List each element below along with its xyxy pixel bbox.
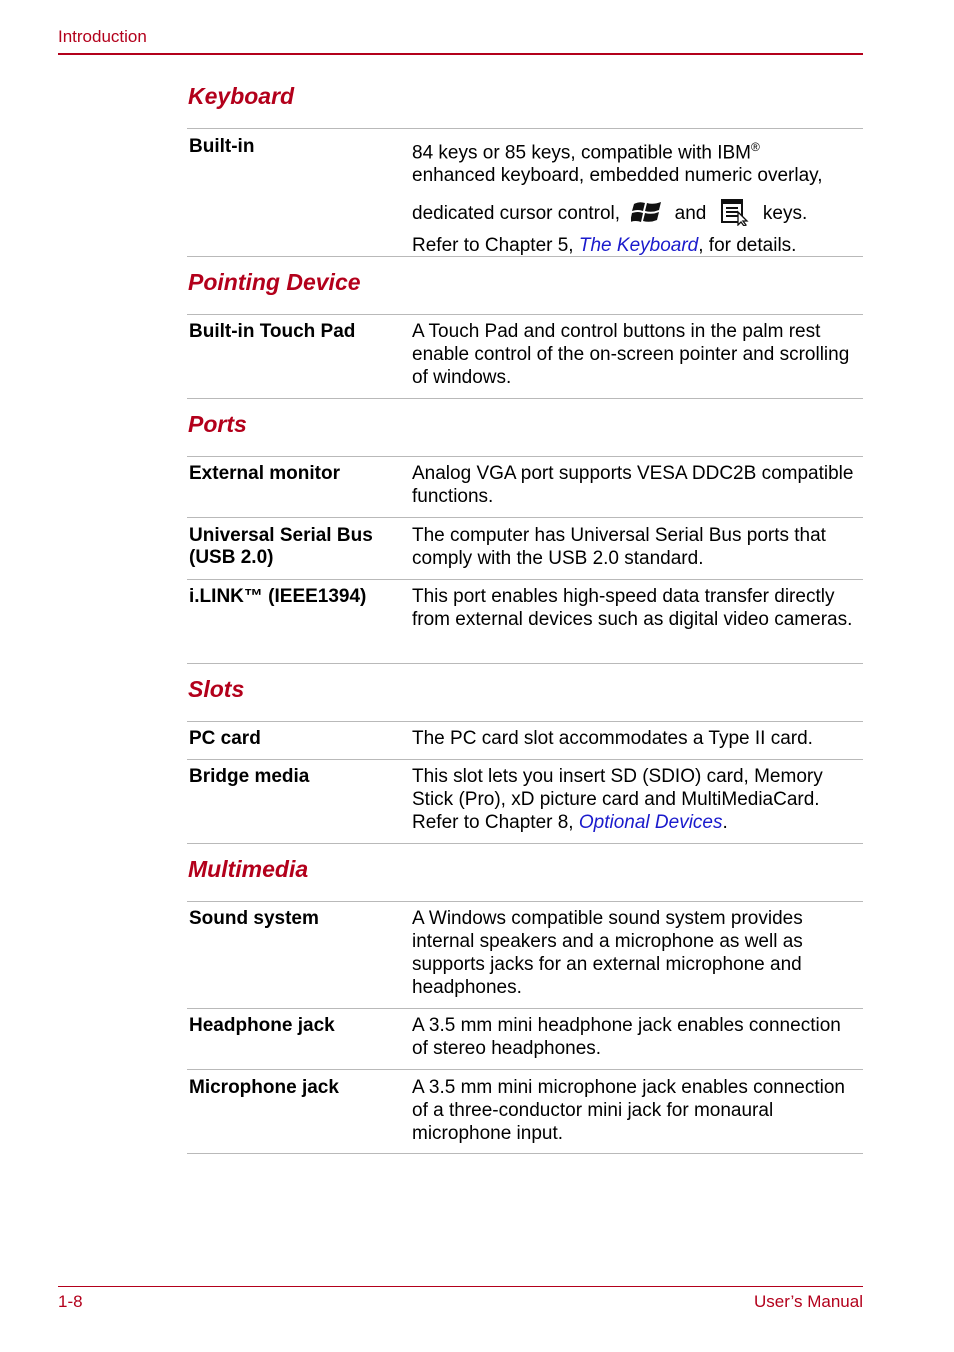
desc-bridge-media (412, 765, 860, 834)
section-title-ports: Ports (188, 411, 247, 437)
desc-line: 84 keys or 85 keys, compatible with IBM (412, 142, 751, 164)
table-rule (187, 398, 863, 399)
term-external-monitor: External monitor (189, 463, 340, 484)
windows-key-icon (631, 198, 663, 232)
table-rule (187, 843, 863, 844)
desc-line: dedicated cursor control, (412, 203, 621, 225)
desc-line: enhanced keyboard, embedded numeric overlay, (412, 165, 823, 187)
table-rule (187, 314, 863, 315)
desc-external-monitor: Analog VGA port supports VESA DDC2B compatible functions. (412, 463, 854, 507)
section-title-pointing-device: Pointing Device (188, 269, 361, 295)
section-title-keyboard: Keyboard (188, 83, 295, 109)
desc-pc-card: The PC card slot accommodates a Type II card. (412, 728, 813, 749)
table-rule (187, 1153, 863, 1154)
term-headphone-jack: Headphone jack (189, 1015, 335, 1036)
running-header: Introduction (58, 27, 147, 46)
term-built-in: Built-in (189, 136, 255, 157)
table-rule (187, 579, 863, 580)
table-rule (187, 1069, 863, 1070)
desc-line: keys. (762, 203, 808, 225)
table-rule (187, 721, 863, 722)
table-rule (187, 901, 863, 902)
desc-line: and (674, 203, 707, 225)
registered-mark: ® (750, 140, 760, 154)
table-rule (187, 456, 863, 457)
ref-text: , for details. (698, 235, 797, 257)
desc-headphone-jack: A 3.5 mm mini headphone jack enables connection of stereo headphones. (412, 1015, 841, 1059)
term-ilink: i.LINK™ (IEEE1394) (189, 586, 367, 607)
term-pc-card: PC card (189, 728, 261, 749)
ref-text: . (722, 812, 728, 833)
table-rule (187, 256, 863, 257)
header-rule (58, 53, 863, 55)
table-rule (187, 759, 863, 760)
application-key-icon (720, 198, 750, 232)
ref-text: Refer to Chapter 5, (412, 235, 579, 257)
footer-rule (58, 1286, 863, 1287)
ref-text: Refer to Chapter 8, (412, 812, 579, 833)
desc-touch-pad: A Touch Pad and control buttons in the palm rest enable control of the on-screen pointer and scrolling of windows. (412, 321, 850, 388)
link-optional-devices[interactable]: Optional Devices (578, 812, 723, 833)
table-rule (187, 517, 863, 518)
table-rule (187, 1008, 863, 1009)
manual-title: User’s Manual (754, 1292, 863, 1311)
term-sound-system: Sound system (189, 908, 319, 929)
term-line: (USB 2.0) (189, 547, 274, 568)
term-usb (189, 525, 373, 569)
desc-sound-system: A Windows compatible sound system provides internal speakers and a microphone as well as supports jacks for an external microphone and headphones. (412, 908, 803, 998)
table-rule (187, 663, 863, 664)
section-title-slots: Slots (188, 676, 245, 702)
desc-usb: The computer has Universal Serial Bus ports that comply with the USB 2.0 standard. (412, 525, 826, 569)
section-title-multimedia: Multimedia (188, 856, 309, 882)
table-rule (187, 128, 863, 129)
term-bridge-media: Bridge media (189, 766, 310, 787)
page-number: 1-8 (58, 1292, 83, 1311)
desc-built-in-keyboard (412, 136, 860, 257)
desc-text: This slot lets you insert SD (SDIO) card, Memory Stick (Pro), xD picture card and MultiMediaCard. (412, 766, 823, 810)
term-line: Universal Serial Bus (189, 525, 373, 546)
link-the-keyboard[interactable]: The Keyboard (578, 235, 699, 257)
desc-microphone-jack: A 3.5 mm mini microphone jack enables connection of a three-conductor mini jack for monaural microphone input. (412, 1077, 846, 1144)
term-touch-pad: Built-in Touch Pad (189, 321, 356, 342)
term-microphone-jack: Microphone jack (189, 1077, 339, 1098)
desc-ilink: This port enables high-speed data transfer directly from external devices such as digital video cameras. (412, 586, 853, 630)
